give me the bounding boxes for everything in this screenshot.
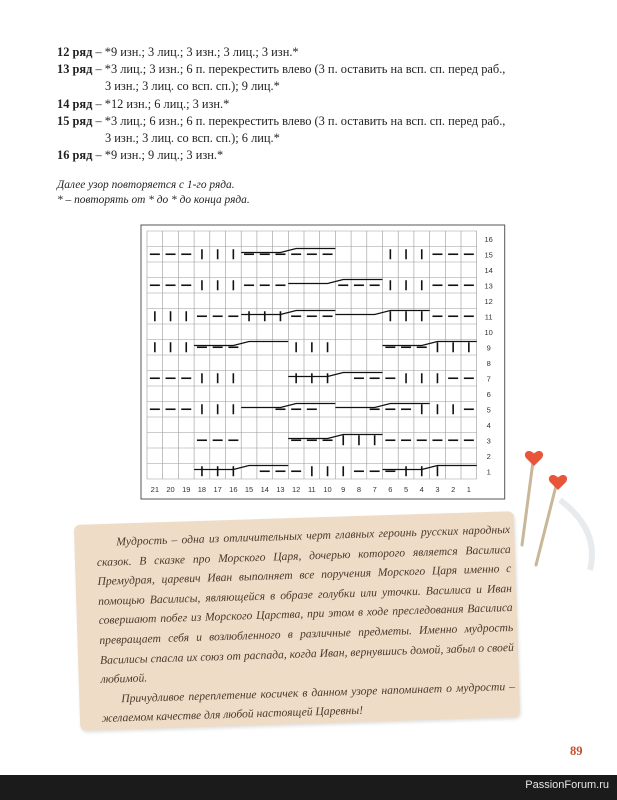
chart-column-label: 11 xyxy=(307,485,316,494)
chart-row-label: 14 xyxy=(484,265,493,275)
chart-row-label: 10 xyxy=(484,327,493,337)
chart-row-label: 6 xyxy=(486,389,491,399)
chart-row-label: 8 xyxy=(486,358,491,368)
chart-column-label: 14 xyxy=(260,485,269,494)
row-text-continued: 3 изн.; 3 лиц. со всп. сп.); 9 лиц.* xyxy=(105,79,280,94)
page-number: 89 xyxy=(570,744,583,758)
row-dash: – xyxy=(92,148,105,163)
story-card-text xyxy=(96,520,516,729)
row-label: 15 ряд xyxy=(57,113,93,128)
chart-column-label: 10 xyxy=(323,485,332,494)
row-instruction xyxy=(57,113,577,147)
row-text: *3 лиц.; 6 изн.; 6 п. перекрестить влево (3 п. оставить на всп. сп. перед раб., xyxy=(104,113,506,128)
chart-row-label: 9 xyxy=(486,343,491,353)
story-paragraph: Причудливое переплетение косичек в данном узоре напоминает о мудрости – желаемом качестве для любой настоящей Царевны! xyxy=(101,679,516,726)
chart-column-label: 7 xyxy=(372,485,377,494)
chart-column-label: 21 xyxy=(150,485,160,494)
knitting-chart xyxy=(141,225,493,498)
note-asterisk: * – повторять от * до * до конца ряда. xyxy=(57,194,250,206)
row-text-continued: 3 изн.; 3 лиц. со всп. сп.); 6 лиц.* xyxy=(105,131,280,146)
chart-column-label: 3 xyxy=(435,485,440,494)
chart-column-label: 12 xyxy=(291,485,301,494)
story-paragraph: Мудрость – одна из отличительных черт главных героинь русских народных сказок. В сказке про Морского Царя, дочерью которого является Василиса Премудрая, царевич Иван выполняет все поручения Морского Царя именно с помощью Василисы, являющейся в образе голубки или уточки. Василиса и Иван совершают побег из Морского Царства, при этом в ходе преследования Василиса превращает себя и возлюбленного в различные предметы. Именно мудрость Василисы спасла их союз от распада, когда Иван, вернувшись домой, забыл о своей любимой. xyxy=(96,522,514,687)
chart-column-label: 16 xyxy=(229,485,238,494)
chart-row-label: 11 xyxy=(484,312,493,322)
chart-column-label: 20 xyxy=(166,485,175,494)
knitting-needles-decoration xyxy=(500,430,610,570)
chart-column-label: 5 xyxy=(403,485,409,494)
row-text: *9 изн.; 9 лиц.; 3 изн.* xyxy=(104,148,224,163)
row-label: 13 ряд xyxy=(57,62,93,77)
chart-column-label: 19 xyxy=(182,485,191,494)
site-watermark: PassionForum.ru xyxy=(525,779,609,791)
chart-column-label: 2 xyxy=(451,485,456,494)
pattern-notes xyxy=(57,178,250,208)
chart-column-label: 8 xyxy=(356,485,362,494)
row-dash: – xyxy=(92,45,105,59)
row-instruction xyxy=(57,96,577,113)
chart-column-label: 18 xyxy=(197,485,207,494)
chart-column-label: 17 xyxy=(213,485,222,494)
note-repeat: Далее узор повторяется с 1-го ряда. xyxy=(57,179,235,191)
chart-row-label: 7 xyxy=(486,374,491,384)
row-instruction xyxy=(57,44,577,61)
row-instruction xyxy=(57,147,577,164)
chart-row-label: 15 xyxy=(484,250,493,260)
chart-row-label: 12 xyxy=(484,296,493,306)
chart-column-label: 15 xyxy=(244,485,254,494)
chart-row-label: 3 xyxy=(486,436,491,446)
row-text: *12 изн.; 6 лиц.; 3 изн.* xyxy=(104,96,230,111)
chart-column-label: 1 xyxy=(466,485,471,494)
row-label: 14 ряд xyxy=(57,96,93,111)
chart-row-label: 13 xyxy=(484,281,493,291)
knitting-rows xyxy=(57,44,577,164)
row-dash: – xyxy=(92,62,105,77)
row-label: 12 ряд xyxy=(57,45,93,59)
chart-column-label: 9 xyxy=(341,485,346,494)
chart-row-label: 16 xyxy=(484,234,493,244)
row-label: 16 ряд xyxy=(57,148,93,163)
row-dash: – xyxy=(92,113,105,128)
row-instruction xyxy=(57,61,577,95)
row-text: *3 лиц.; 3 изн.; 6 п. перекрестить влево (3 п. оставить на всп. сп. перед раб., xyxy=(104,62,506,77)
row-dash: – xyxy=(92,96,105,111)
chart-row-label: 5 xyxy=(486,405,491,415)
row-text: *9 изн.; 3 лиц.; 3 изн.; 3 лиц.; 3 изн.* xyxy=(104,45,299,59)
chart-column-label: 13 xyxy=(276,485,285,494)
chart-column-label: 4 xyxy=(419,485,424,494)
chart-column-label: 6 xyxy=(388,485,393,494)
chart-row-label: 4 xyxy=(486,420,491,430)
chart-row-label: 2 xyxy=(486,451,491,461)
chart-svg xyxy=(141,225,493,494)
chart-row-label: 1 xyxy=(486,467,491,477)
